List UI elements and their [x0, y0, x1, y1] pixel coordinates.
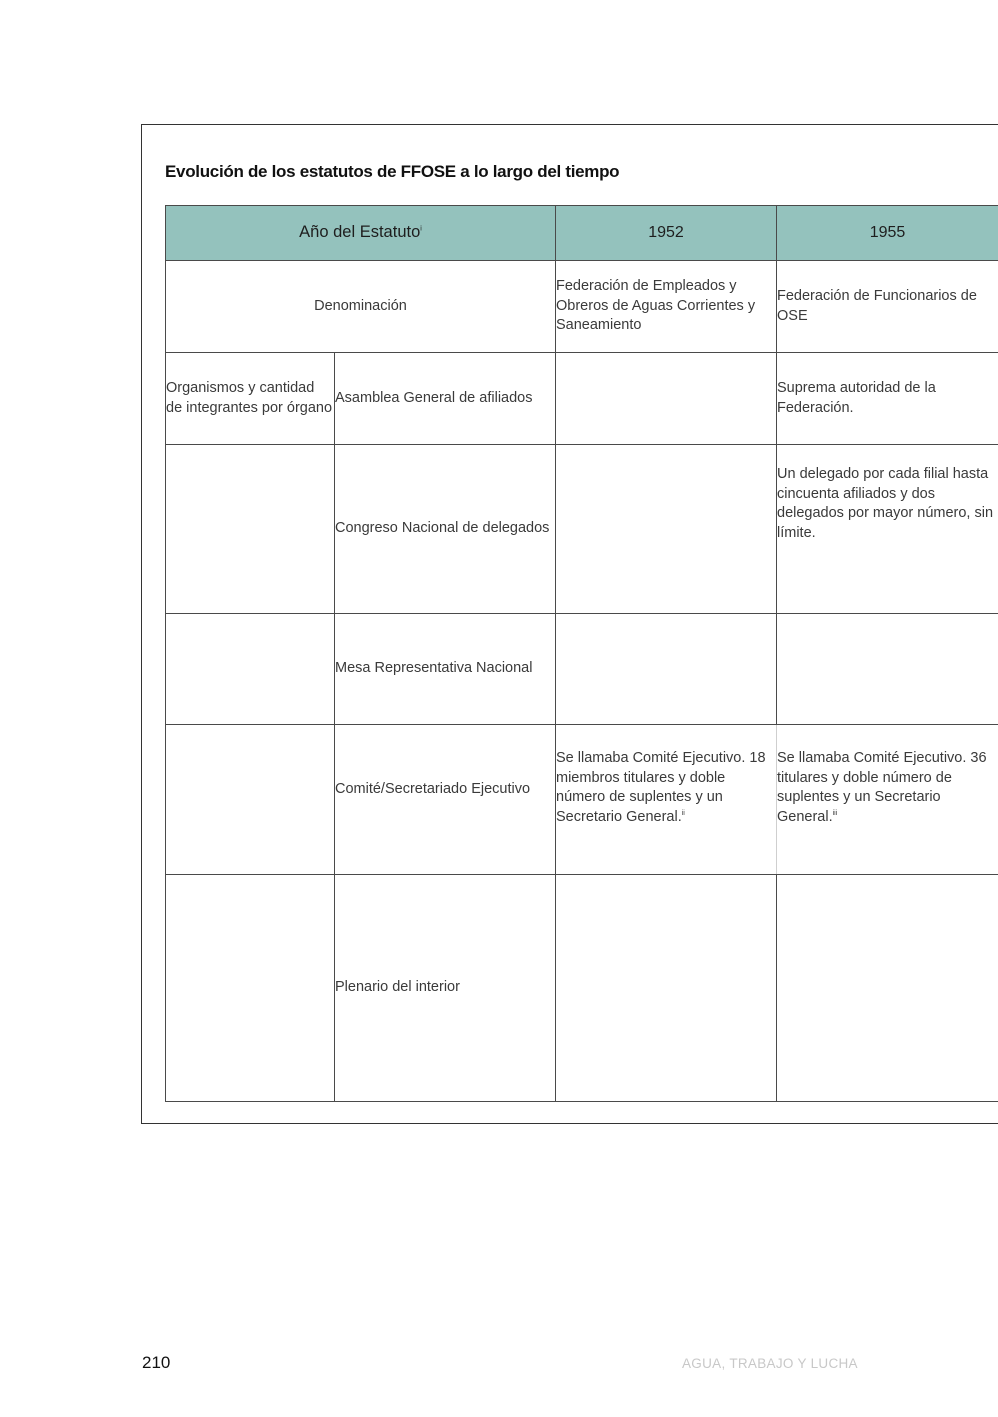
header-row	[166, 206, 998, 261]
header-year-label: Año del Estatuto$^i$	[166, 206, 556, 261]
statutes-table	[165, 205, 998, 1102]
table-row	[166, 445, 998, 614]
header-year-1955: 1955	[777, 206, 998, 261]
header-year-1952: 1952	[556, 206, 777, 261]
row-label: Plenario del interior	[335, 875, 556, 1102]
document-title: Evolución de los estatutos de FFOSE a lo largo del tiempo	[165, 162, 620, 181]
row-label: Asamblea General de afiliados	[335, 353, 556, 445]
row-1955-cell: Un delegado por cada filial hasta cincuenta afiliados y dos delegados por mayor número, sin límite.	[777, 445, 998, 614]
denominacion-row	[166, 261, 998, 353]
empty-cell	[166, 614, 335, 725]
row-1952-cell: Se llamaba Comité Ejecutivo. 18 miembros titulares y doble número de suplentes y un Secretario General.$^{ii}$	[556, 725, 777, 875]
table-row	[166, 353, 998, 445]
empty-cell	[166, 875, 335, 1102]
row-label: Mesa Representativa Nacional	[335, 614, 556, 725]
table-row	[166, 875, 998, 1102]
row-1952-cell	[556, 614, 777, 725]
denominacion-label: Denominación	[166, 261, 556, 353]
row-1952-cell	[556, 353, 777, 445]
row-label: Comité/Secretariado Ejecutivo	[335, 725, 556, 875]
footnote-ref: i	[420, 225, 422, 233]
denominacion-1955: Federación de Funcionarios de OSE	[777, 261, 998, 353]
empty-cell	[166, 445, 335, 614]
footnote-ref: iii	[832, 809, 838, 817]
running-footer: AGUA, TRABAJO Y LUCHA	[682, 1356, 858, 1371]
row-1955-cell: Se llamaba Comité Ejecutivo. 36 titulares y doble número de suplentes y un Secretario General.$^{iii}$	[777, 725, 998, 875]
footnote-ref: ii	[681, 809, 685, 817]
table-row	[166, 725, 998, 875]
row-1955-cell	[777, 614, 998, 725]
row-label: Congreso Nacional de delegados	[335, 445, 556, 614]
empty-cell	[166, 725, 335, 875]
denominacion-1952: Federación de Empleados y Obreros de Aguas Corrientes y Saneamiento	[556, 261, 777, 353]
row-1955-cell: Suprema autoridad de la Federación.	[777, 353, 998, 445]
table-row	[166, 614, 998, 725]
row-1952-cell	[556, 875, 777, 1102]
row-1955-cell	[777, 875, 998, 1102]
page-number: 210	[142, 1353, 171, 1372]
row-1952-cell	[556, 445, 777, 614]
organismos-label: Organismos y cantidad de integrantes por órgano	[166, 353, 335, 445]
